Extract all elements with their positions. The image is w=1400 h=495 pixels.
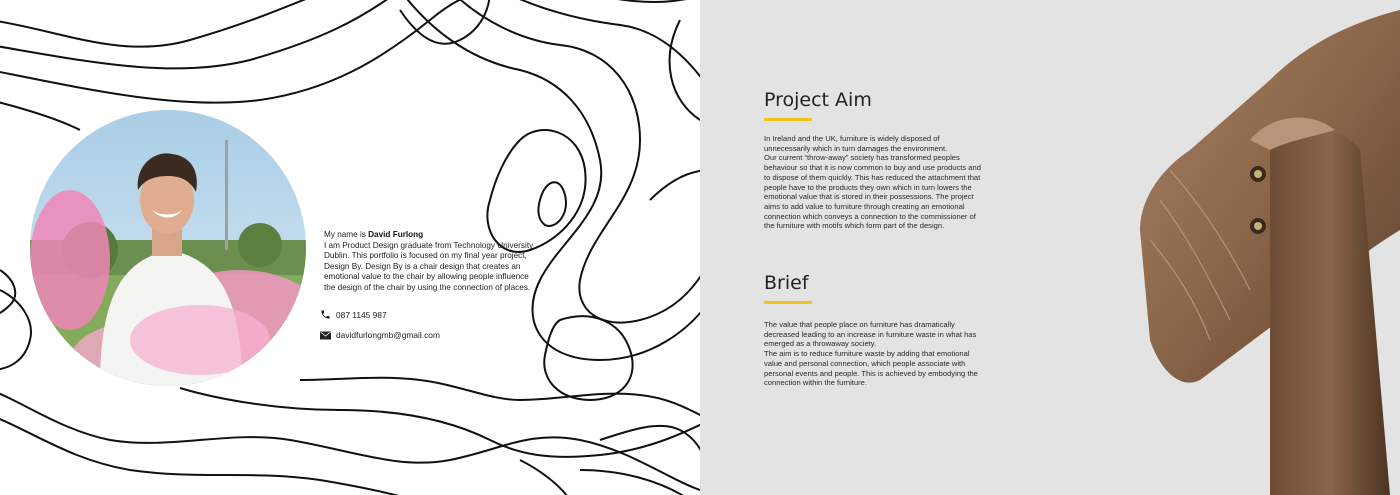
- brief-para-2: The aim is to reduce furniture waste by adding that emotional value and personal connection, which people associate with personal events and people. This is achieved by embodying the connection within the furniture.: [764, 349, 978, 388]
- brief-para-1: The value that people place on furniture has dramatically decreased leading to an increase in furniture waste in what has emerged as a throwaway society.: [764, 320, 977, 349]
- envelope-icon: [320, 331, 331, 340]
- project-aim-para-1: In Ireland and the UK, furniture is widely disposed of unnecessarily which in turn damages the environment.: [764, 134, 948, 153]
- project-aim-heading: Project Aim: [764, 89, 872, 111]
- phone-contact: [320, 309, 387, 320]
- email-address: davidfurlongmb@gmail.com: [336, 330, 440, 340]
- wooden-chair-photo: [1120, 0, 1400, 495]
- bio-text: [324, 230, 534, 294]
- project-aim-text: [764, 134, 986, 231]
- bio-description: I am Product Design graduate from Technology University Dublin. This portfolio is focused on my final year project, Design By. Design By is a chair design that creates an emotional value to the chair by allowing people influence the design of the chair by using the connection of places.: [324, 240, 534, 292]
- bio-name-intro: My name is: [324, 230, 369, 239]
- bio-name: David Furlong: [368, 230, 424, 239]
- brief-text: [764, 320, 986, 388]
- email-contact: [320, 330, 440, 340]
- brief-underline: [764, 301, 812, 304]
- project-aim-para-2: Our current “throw-away” society has transformed peoples behaviour so that it is now common to buy and use products and to dispose of them quickly. This has reduced the attachment that people have to the products they own which in turn lowers the emotional value that is stored in their possessions. The project aims to add value to furniture through creating an emotional connection which conveys a connection to the commissioner of the furniture with motifs which form part of the design.: [764, 153, 981, 231]
- brief-heading: Brief: [764, 272, 809, 294]
- profile-photo: [30, 110, 306, 386]
- phone-number: 087 1145 987: [336, 309, 387, 320]
- project-aim-underline: [764, 118, 812, 121]
- phone-icon: [320, 309, 331, 320]
